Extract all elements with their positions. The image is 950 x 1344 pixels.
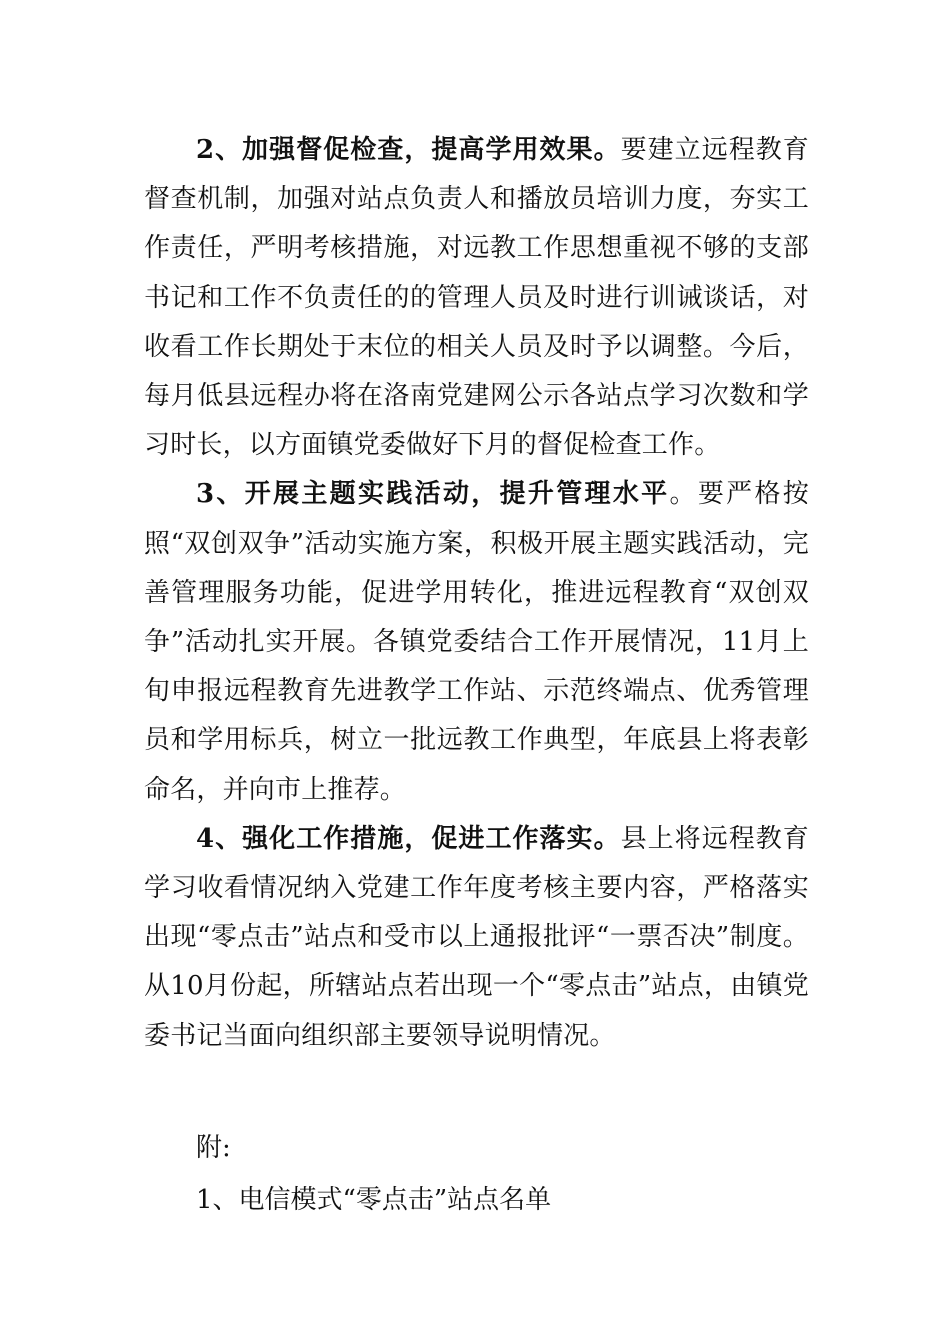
paragraph-4 <box>144 815 809 1061</box>
document-body <box>144 126 809 1061</box>
paragraph-4-text: 县上将远程教育学习收看情况纳入党建工作年度考核主要内容，严格落实出现“零点击”站点和受市以上通报批评“一票否决”制度。从10月份起，所辖站点若出现一个“零点击”站点，由镇党委书记当面向组织部主要领导说明情况。 <box>144 823 809 1051</box>
attachments-label: 附: <box>196 1133 231 1163</box>
paragraph-3-heading: 3、开展主题实践活动，提升管理水平 <box>196 479 670 510</box>
paragraph-4-heading: 4、强化工作措施，促进工作落实。 <box>196 823 621 854</box>
attachment-item: 1、电信模式“零点击”站点名单 <box>196 1185 552 1215</box>
paragraph-2-heading: 2、加强督促检查，提高学用效果。 <box>196 135 621 165</box>
paragraph-3-text: 。要严格按照“双创双争”活动实施方案，积极开展主题实践活动，完善管理服务功能，促进学用转化，推进远程教育“双创双争”活动扎实开展。各镇党委结合工作开展情况，11月上旬申报远程教育先进教学工作站、示范终端点、优秀管理员和学用标兵，树立一批远教工作典型，年底县上将表彰命名，并向市上推荐。 <box>144 479 809 805</box>
attachments-section <box>144 1122 809 1226</box>
paragraph-3 <box>144 470 809 814</box>
paragraph-2-text: 要建立远程教育督查机制，加强对站点负责人和播放员培训力度，夯实工作责任，严明考核措施，对远教工作思想重视不够的支部书记和工作不负责任的的管理人员及时进行训诫谈话，对收看工作长期处于末位的相关人员及时予以调整。今后，每月低县远程办将在洛南党建网公示各站点学习次数和学习时长，以方面镇党委做好下月的督促检查工作。 <box>144 135 809 461</box>
paragraph-2 <box>144 126 809 470</box>
